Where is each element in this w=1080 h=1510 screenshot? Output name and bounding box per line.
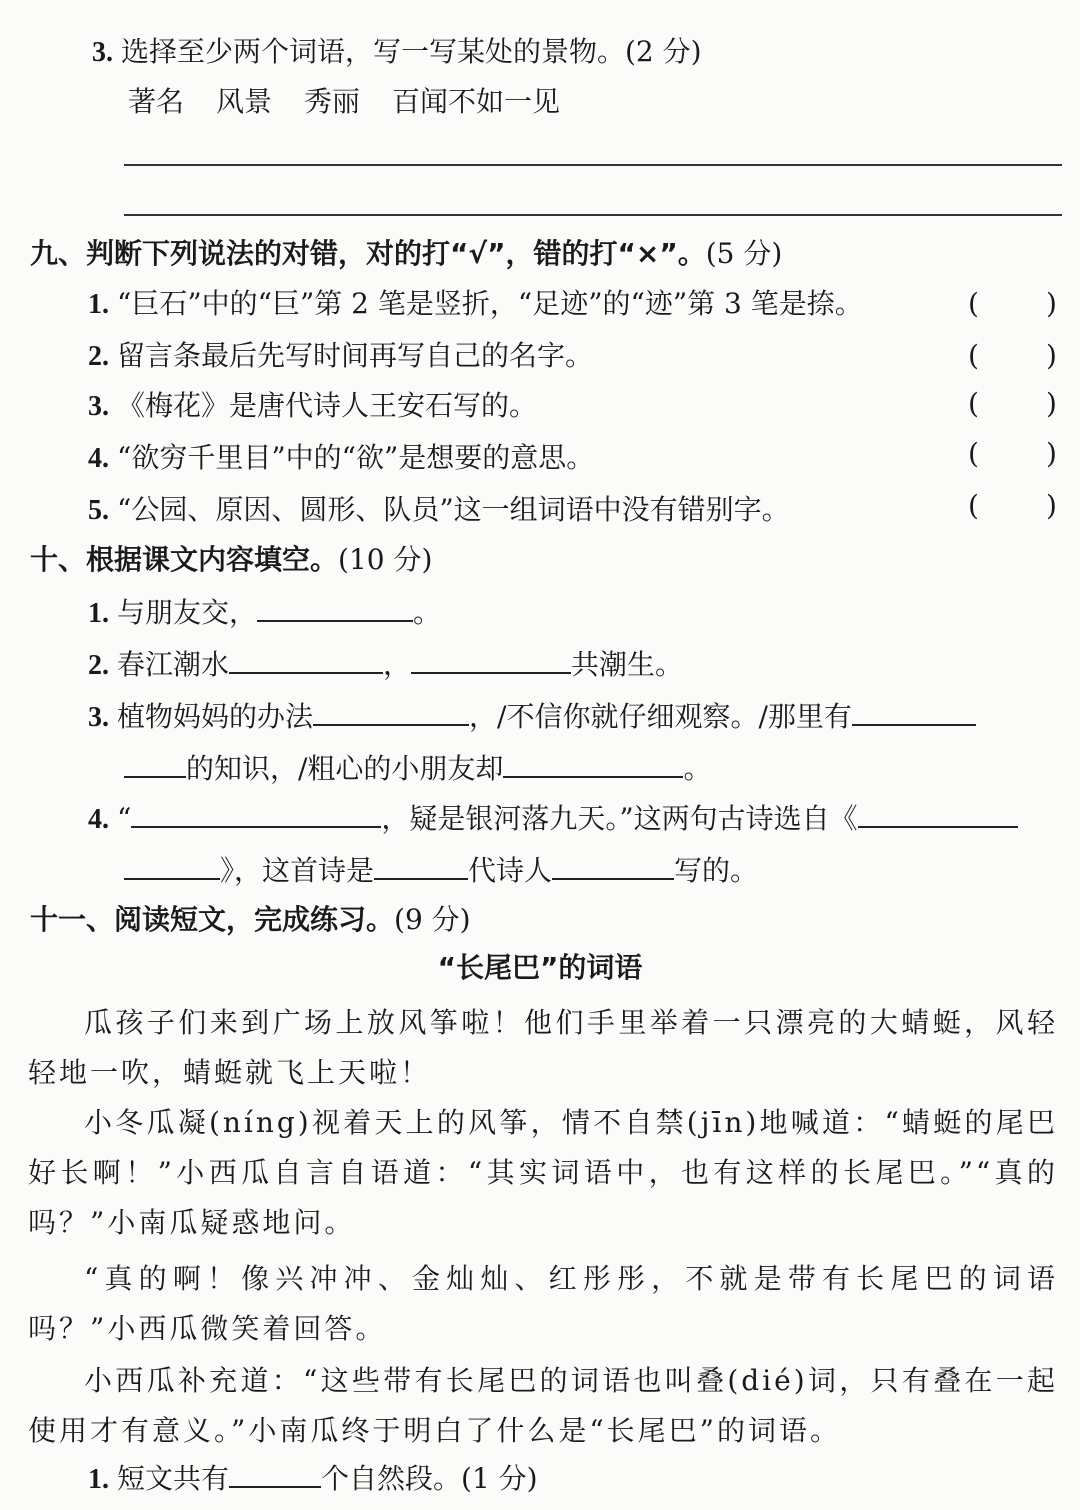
item-number: 3. (88, 702, 109, 733)
item-number: 3. (92, 37, 113, 68)
answer-paren-open[interactable]: ( (968, 437, 979, 470)
word: 著名 (128, 85, 185, 118)
item-text: 短文共有 (117, 1462, 230, 1495)
word: 百闻不如一见 (392, 85, 561, 118)
passage-paragraph-2: 小冬瓜凝(níng)视着天上的风筝，情不自禁(jīn)地喊道：“蜻蜓的尾巴好长啊！”小西瓜自言自语道：“其实词语中，也有这样的长尾巴。”“真的吗？”小南瓜疑惑地问。 (28, 1106, 1058, 1239)
q8-3-prompt (92, 34, 702, 71)
word-bank (128, 84, 592, 120)
fill-item-3-cont (124, 750, 711, 787)
fill-blank[interactable] (124, 852, 220, 880)
item-text: 留言条最后先写时间再写自己的名字。 (117, 339, 594, 372)
heading-text: 十一、阅读短文，完成练习。 (30, 903, 395, 936)
item-number: 3. (88, 391, 109, 422)
passage-paragraph-4: 小西瓜补充道：“这些带有长尾巴的词语也叫叠(dié)词，只有叠在一起使用才有意义。”小南瓜终于明白了什么是“长尾巴”的词语。 (28, 1364, 1058, 1447)
word: 秀丽 (304, 85, 361, 118)
heading-text: 九、判断下列说法的对错，对的打“√”，错的打“×”。 (30, 237, 706, 270)
prompt-text: 选择至少两个词语，写一写某处的景物。(2 分) (121, 35, 702, 68)
answer-paren-close: ) (1046, 489, 1057, 522)
item-number: 1. (88, 289, 109, 320)
reading-question-1 (88, 1460, 538, 1498)
judge-item-1 (88, 286, 863, 323)
item-text: 春江潮水 (117, 648, 230, 681)
answer-paren-open[interactable]: ( (968, 489, 979, 522)
item-number: 4. (88, 443, 109, 474)
item-text: 与朋友交， (117, 596, 258, 629)
section-11-heading (30, 902, 471, 938)
item-number: 2. (88, 341, 109, 372)
fill-blank[interactable] (229, 646, 383, 674)
answer-paren-close: ) (1046, 437, 1057, 470)
item-text: 代诗人 (468, 854, 553, 887)
fill-blank[interactable] (313, 698, 469, 726)
judge-item-3 (88, 388, 537, 425)
item-number: 2. (88, 650, 109, 681)
answer-paren-open[interactable]: ( (968, 339, 979, 372)
answer-paren-close: ) (1046, 339, 1057, 372)
fill-blank[interactable] (852, 698, 976, 726)
fill-blank[interactable] (374, 852, 468, 880)
item-text: ，/不信你就仔细观察。/那里有 (469, 700, 852, 733)
fill-item-3 (88, 698, 976, 736)
answer-line[interactable] (124, 214, 1062, 216)
answer-paren-close: ) (1046, 387, 1057, 420)
section-10-heading (30, 542, 432, 578)
fill-blank[interactable] (503, 750, 683, 778)
item-text: “欲穷千里目”中的“欲”是想要的意思。 (117, 441, 595, 474)
item-text: ，疑是银河落九天。”这两句古诗选自《 (381, 802, 858, 835)
points: (9 分) (394, 903, 471, 936)
points: (10 分) (338, 543, 433, 576)
passage-title: “长尾巴”的词语 (437, 951, 643, 984)
item-number: 1. (88, 1464, 109, 1495)
item-text: “ (117, 802, 132, 835)
fill-blank[interactable] (124, 750, 186, 778)
item-number: 4. (88, 804, 109, 835)
fill-blank[interactable] (257, 594, 413, 622)
fill-blank[interactable] (229, 1460, 321, 1488)
item-text: 写的。 (674, 854, 759, 887)
item-text: “公园、原因、圆形、队员”这一组词语中没有错别字。 (117, 493, 790, 526)
item-text: 植物妈妈的办法 (117, 700, 314, 733)
points: (5 分) (705, 237, 783, 270)
fill-blank[interactable] (858, 800, 1018, 828)
passage-paragraph-1: 瓜孩子们来到广场上放风筝啦！他们手里举着一只漂亮的大蜻蜓，风轻轻地一吹，蜻蜓就飞上天啦！ (28, 1006, 1058, 1089)
item-text: 个自然段。(1 分) (321, 1462, 538, 1495)
judge-item-2 (88, 338, 593, 375)
heading-text: 十、根据课文内容填空。 (30, 543, 339, 576)
item-text: 的知识，/粗心的小朋友却 (186, 752, 504, 785)
judge-item-5 (88, 492, 790, 529)
item-number: 1. (88, 598, 109, 629)
fill-item-4 (88, 800, 1018, 838)
item-text: 。 (413, 596, 442, 629)
item-number: 5. (88, 495, 109, 526)
item-text: ， (383, 648, 412, 681)
passage-paragraph-3: “真的啊！像兴冲冲、金灿灿、红彤彤，不就是带有长尾巴的词语吗？”小西瓜微笑着回答。 (28, 1262, 1058, 1345)
fill-item-1 (88, 594, 441, 632)
item-text: “巨石”中的“巨”第 2 笔是竖折，“足迹”的“迹”第 3 笔是捺。 (117, 287, 863, 320)
item-text: 共潮生。 (571, 648, 684, 681)
fill-blank[interactable] (131, 800, 381, 828)
answer-paren-open[interactable]: ( (968, 287, 979, 320)
item-text: 。 (683, 752, 712, 785)
section-9-heading (30, 236, 782, 272)
judge-item-4 (88, 440, 594, 477)
answer-line[interactable] (124, 164, 1062, 166)
answer-paren-open[interactable]: ( (968, 387, 979, 420)
answer-paren-close: ) (1046, 287, 1057, 320)
fill-item-4-cont (124, 852, 758, 889)
item-text: 《梅花》是唐代诗人王安石写的。 (117, 389, 538, 422)
word: 风景 (216, 85, 273, 118)
item-text: 》，这首诗是 (220, 854, 375, 887)
fill-item-2 (88, 646, 683, 684)
fill-blank[interactable] (411, 646, 571, 674)
fill-blank[interactable] (552, 852, 674, 880)
